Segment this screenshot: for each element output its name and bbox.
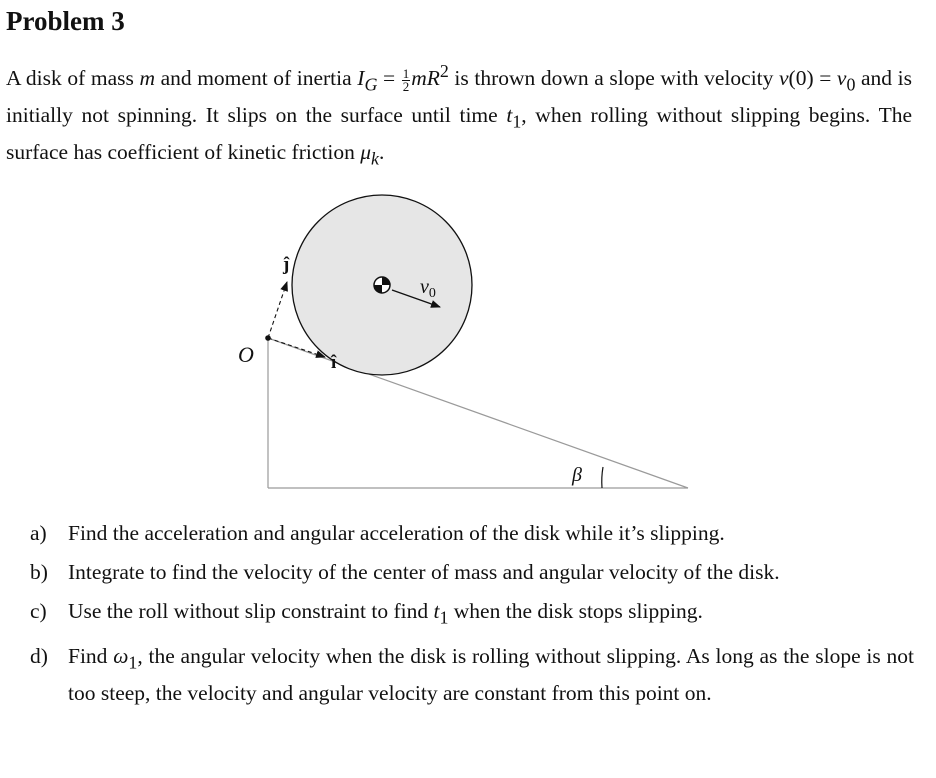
problem-statement: A disk of mass m and moment of inertia $I_G$ = $\frac{1}{2}$ $mR^2$ is thrown down a slope with velocity $v(0) = v_0$ and is initially not spinning. It slips on the surface until time $t_1$, when rolling without slipping begins. The surface has coefficient of kinetic friction $\mu_k$.: [6, 61, 912, 169]
beta-angle-arc: [602, 467, 603, 488]
beta-label: β: [572, 464, 582, 486]
fraction-one-half: $\frac{1}{2}$: [402, 65, 410, 94]
list-item: c) Use the roll without slip constraint to find $t_1$ when the disk stops slipping.: [30, 599, 703, 628]
origin-label: O: [238, 342, 254, 367]
j-hat-vector: [268, 282, 287, 338]
problem-parts-list: [30, 518, 914, 717]
j-hat-label: ĵ: [283, 254, 290, 275]
center-of-mass-icon: [374, 277, 390, 293]
list-item: b) Integrate to find the velocity of the center of mass and angular velocity of the disk.: [30, 560, 780, 584]
velocity-label: $v_0$: [420, 276, 436, 301]
i-hat-label: î: [331, 352, 337, 373]
list-item: d) Find $\omega_1$, the angular velocity when the disk is rolling without slipping. As long as the slope is not too steep, the velocity and angular velocity are constant from this point on.: [30, 644, 914, 705]
problem-title: Problem 3: [6, 6, 125, 36]
list-item: a) Find the acceleration and angular acceleration of the disk while it’s slipping.: [30, 521, 725, 545]
